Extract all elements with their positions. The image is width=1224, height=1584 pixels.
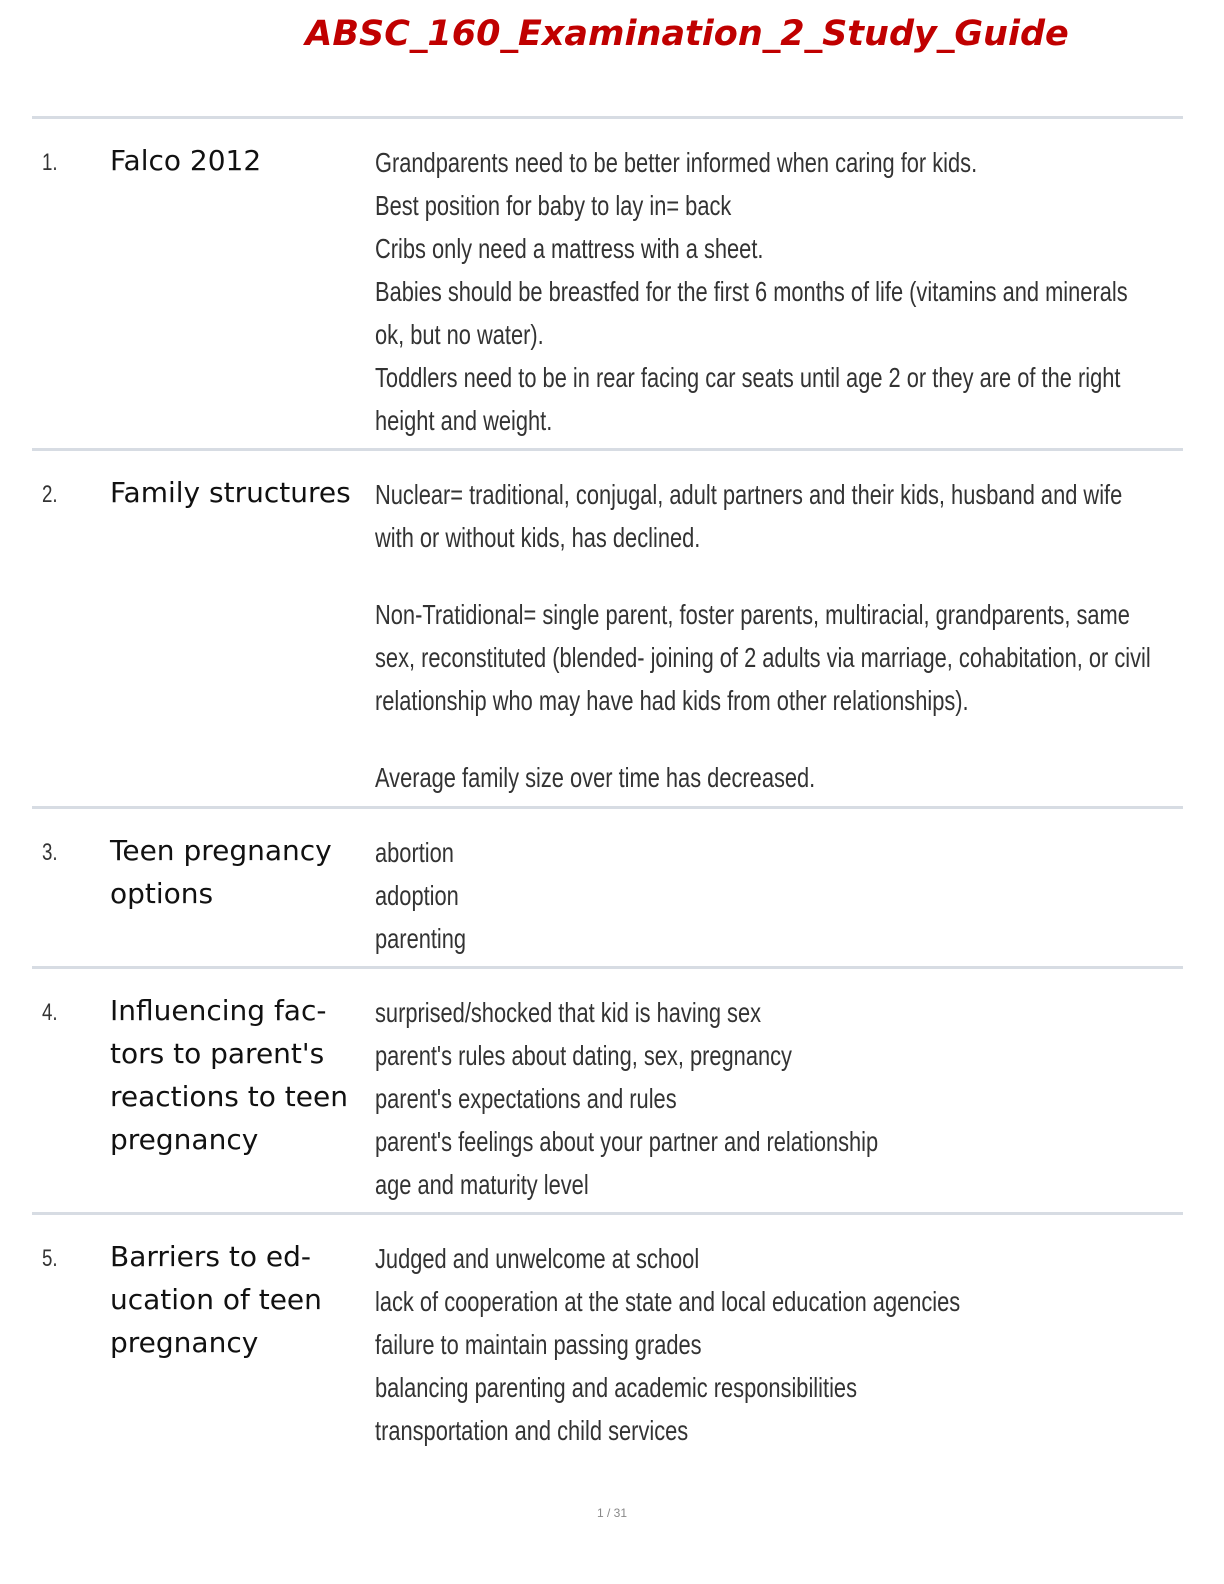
definition-line: abortion bbox=[375, 837, 454, 868]
definition-line: with or without kids, has declined. bbox=[375, 522, 701, 553]
flashcard-3 bbox=[32, 806, 1183, 969]
card-definition bbox=[375, 991, 1139, 1206]
card-term: Falco 2012 bbox=[110, 144, 262, 177]
definition-line: transportation and child services bbox=[375, 1415, 689, 1446]
definition-line: parent's feelings about your partner and relationship bbox=[375, 1126, 879, 1157]
definition-line: adoption bbox=[375, 880, 459, 911]
card-term: Influencing fac-tors to parent's reactions to teen pregnancy bbox=[110, 994, 348, 1156]
card-number: 1. bbox=[42, 149, 58, 176]
definition-line: Babies should be breastfed for the first 6 months of life (vitamins and minerals bbox=[375, 276, 1128, 307]
card-number: 3. bbox=[42, 839, 58, 866]
definition-line: sex, reconstituted (blended- joining of 2 adults via marriage, cohabitation, or civil bbox=[375, 642, 1151, 673]
definition-line: balancing parenting and academic responsibilities bbox=[375, 1372, 858, 1403]
definition-line: failure to maintain passing grades bbox=[375, 1329, 702, 1360]
definition-line: parenting bbox=[375, 923, 467, 954]
definition-line: ok, but no water). bbox=[375, 319, 544, 350]
paragraph-gap bbox=[375, 722, 1139, 756]
flashcard-2 bbox=[32, 448, 1183, 809]
paragraph-gap bbox=[375, 559, 1139, 593]
card-term: Family structures bbox=[110, 476, 351, 509]
card-term: Barriers to ed-ucation of teen pregnancy bbox=[110, 1240, 322, 1359]
card-number: 5. bbox=[42, 1245, 58, 1272]
flashcard-1 bbox=[32, 116, 1183, 449]
card-definition bbox=[375, 1237, 1139, 1452]
definition-line: Judged and unwelcome at school bbox=[375, 1243, 700, 1274]
definition-line: Average family size over time has decreased. bbox=[375, 762, 816, 793]
definition-line: parent's rules about dating, sex, pregnancy bbox=[375, 1040, 792, 1071]
card-definition bbox=[375, 831, 1139, 960]
flashcard-4 bbox=[32, 966, 1183, 1215]
card-number: 2. bbox=[42, 481, 58, 508]
definition-line: age and maturity level bbox=[375, 1169, 589, 1200]
definition-line: parent's expectations and rules bbox=[375, 1083, 677, 1114]
card-definition bbox=[375, 141, 1139, 442]
document-title: ABSC_160_Examination_2_Study_Guide bbox=[305, 14, 1069, 54]
definition-line: Cribs only need a mattress with a sheet. bbox=[375, 233, 764, 264]
definition-line: Nuclear= traditional, conjugal, adult partners and their kids, husband and wife bbox=[375, 479, 1123, 510]
definition-line: Best position for baby to lay in= back bbox=[375, 190, 732, 221]
flashcard-5 bbox=[32, 1212, 1183, 1465]
definition-line: Grandparents need to be better informed when caring for kids. bbox=[375, 147, 978, 178]
definition-line: Toddlers need to be in rear facing car seats until age 2 or they are of the right bbox=[375, 362, 1121, 393]
definition-line: Non-Tratidional= single parent, foster parents, multiracial, grandparents, same bbox=[375, 599, 1130, 630]
definition-line: height and weight. bbox=[375, 405, 553, 436]
card-number: 4. bbox=[42, 999, 58, 1026]
definition-line: lack of cooperation at the state and local education agencies bbox=[375, 1286, 961, 1317]
card-term: Teen pregnancy options bbox=[110, 834, 332, 910]
page-indicator: 1 / 31 bbox=[596, 1506, 628, 1520]
card-definition bbox=[375, 473, 1151, 799]
definition-line: relationship who may have had kids from other relationships). bbox=[375, 685, 969, 716]
definition-line: surprised/shocked that kid is having sex bbox=[375, 997, 762, 1028]
